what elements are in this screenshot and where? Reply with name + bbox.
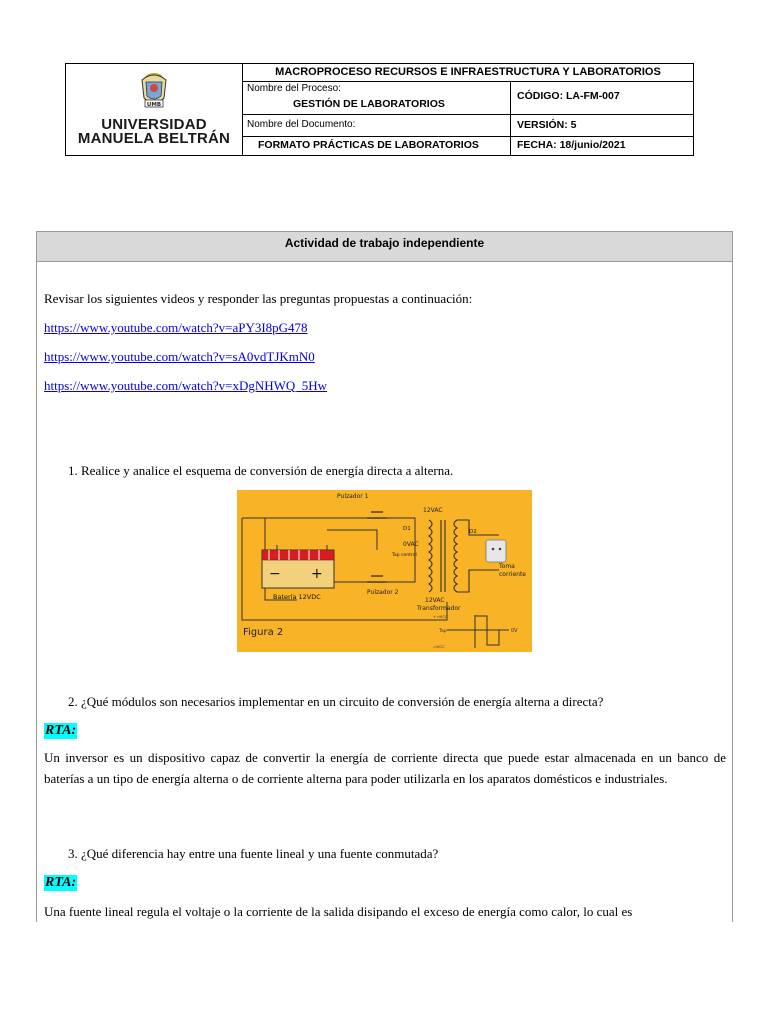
voltage-12vac-top: 12VAC xyxy=(423,507,443,514)
macroproceso-title: MACROPROCESO RECURSOS E INFRAESTRUCTURA Y LABORATORIOS xyxy=(243,64,693,82)
voltage-0vac: 0VAC xyxy=(403,541,419,548)
document-date: FECHA: 18/junio/2021 xyxy=(517,139,626,151)
logo-cell xyxy=(66,64,243,155)
university-name-line1: UNIVERSIDAD xyxy=(101,116,207,133)
battery-label: Batería 12VDC xyxy=(273,593,321,601)
rta-label-3: RTA: xyxy=(45,875,77,890)
document-name-label: Nombre del Documento: xyxy=(247,119,356,130)
seal-initials: UMB xyxy=(146,102,162,108)
document-format-row xyxy=(243,137,693,156)
question-3: 3. ¿Qué diferencia hay entre una fuente lineal y una fuente conmutada? xyxy=(68,846,439,861)
plus-vcc-label: + nVCC xyxy=(433,614,448,619)
answer-3: Una fuente lineal regula el voltaje o la corriente de la salida disipando el exceso de energía como calor, lo cual es xyxy=(44,904,633,919)
battery-plus-sign: + xyxy=(311,566,323,582)
intro-text: Revisar los siguientes videos y responder las preguntas propuestas a continuación: xyxy=(44,291,473,306)
question-1: 1. Realice y analice el esquema de conversión de energía directa a alterna. xyxy=(68,463,454,478)
pulsador2-label: Pulzador 2 xyxy=(367,589,399,596)
answer-2: Un inversor es un dispositivo capaz de convertir la energía de corriente directa que puede estar almacenada en un banco de baterías a un tipo de energía alterna o de corriente alterna para poder utilizarla en los aparatos domésticos e industriales. xyxy=(44,750,726,786)
video-link-1[interactable]: https://www.youtube.com/watch?v=aPY3I8pG478 xyxy=(44,320,308,335)
pulsador1-label: Pulzador 1 xyxy=(337,493,369,500)
outlet-icon xyxy=(486,540,506,562)
document-version: VERSIÓN: 5 xyxy=(517,119,577,131)
zero-v-label: 0V xyxy=(511,628,518,634)
section-title: Actividad de trabajo independiente xyxy=(37,232,732,262)
video-link-2[interactable]: https://www.youtube.com/watch?v=sA0vdTJKmN0 xyxy=(44,349,315,364)
process-row xyxy=(243,82,693,115)
university-name-line2: MANUELA BELTRÁN xyxy=(77,130,231,147)
document-name-value: FORMATO PRÁCTICAS DE LABORATORIOS xyxy=(258,139,479,151)
diode-d2-label: D2 xyxy=(469,529,477,535)
tap-central-label: Tap central xyxy=(392,553,417,558)
process-value: GESTIÓN DE LABORATORIOS xyxy=(293,98,445,110)
process-label: Nombre del Proceso: xyxy=(247,83,341,94)
tap-label: Tap xyxy=(439,629,447,634)
minus-vcc-label: -nVCC xyxy=(433,644,445,649)
corriente-label: corriente xyxy=(499,571,527,578)
diode-d1-label: D1 xyxy=(403,526,411,532)
question-2: 2. ¿Qué módulos son necesarios implementar en un circuito de conversión de energía alterna a directa? xyxy=(68,694,604,709)
rta-label-2: RTA: xyxy=(45,723,77,738)
voltage-12vac-bottom: 12VAC xyxy=(425,597,445,604)
figure-caption: Figura 2 xyxy=(243,627,284,638)
toma-label: Toma xyxy=(499,563,515,570)
document-header-table xyxy=(65,63,694,156)
inverter-circuit-diagram xyxy=(237,490,532,652)
document-code: CÓDIGO: LA-FM-007 xyxy=(517,90,620,102)
battery-minus-sign: − xyxy=(269,566,281,582)
video-link-3[interactable]: https://www.youtube.com/watch?v=xDgNHWQ_5Hw xyxy=(44,378,328,393)
transformer-label: Transformador xyxy=(417,605,461,612)
university-seal-icon xyxy=(134,68,174,110)
document-name-row xyxy=(243,115,693,137)
activity-section xyxy=(36,231,733,922)
